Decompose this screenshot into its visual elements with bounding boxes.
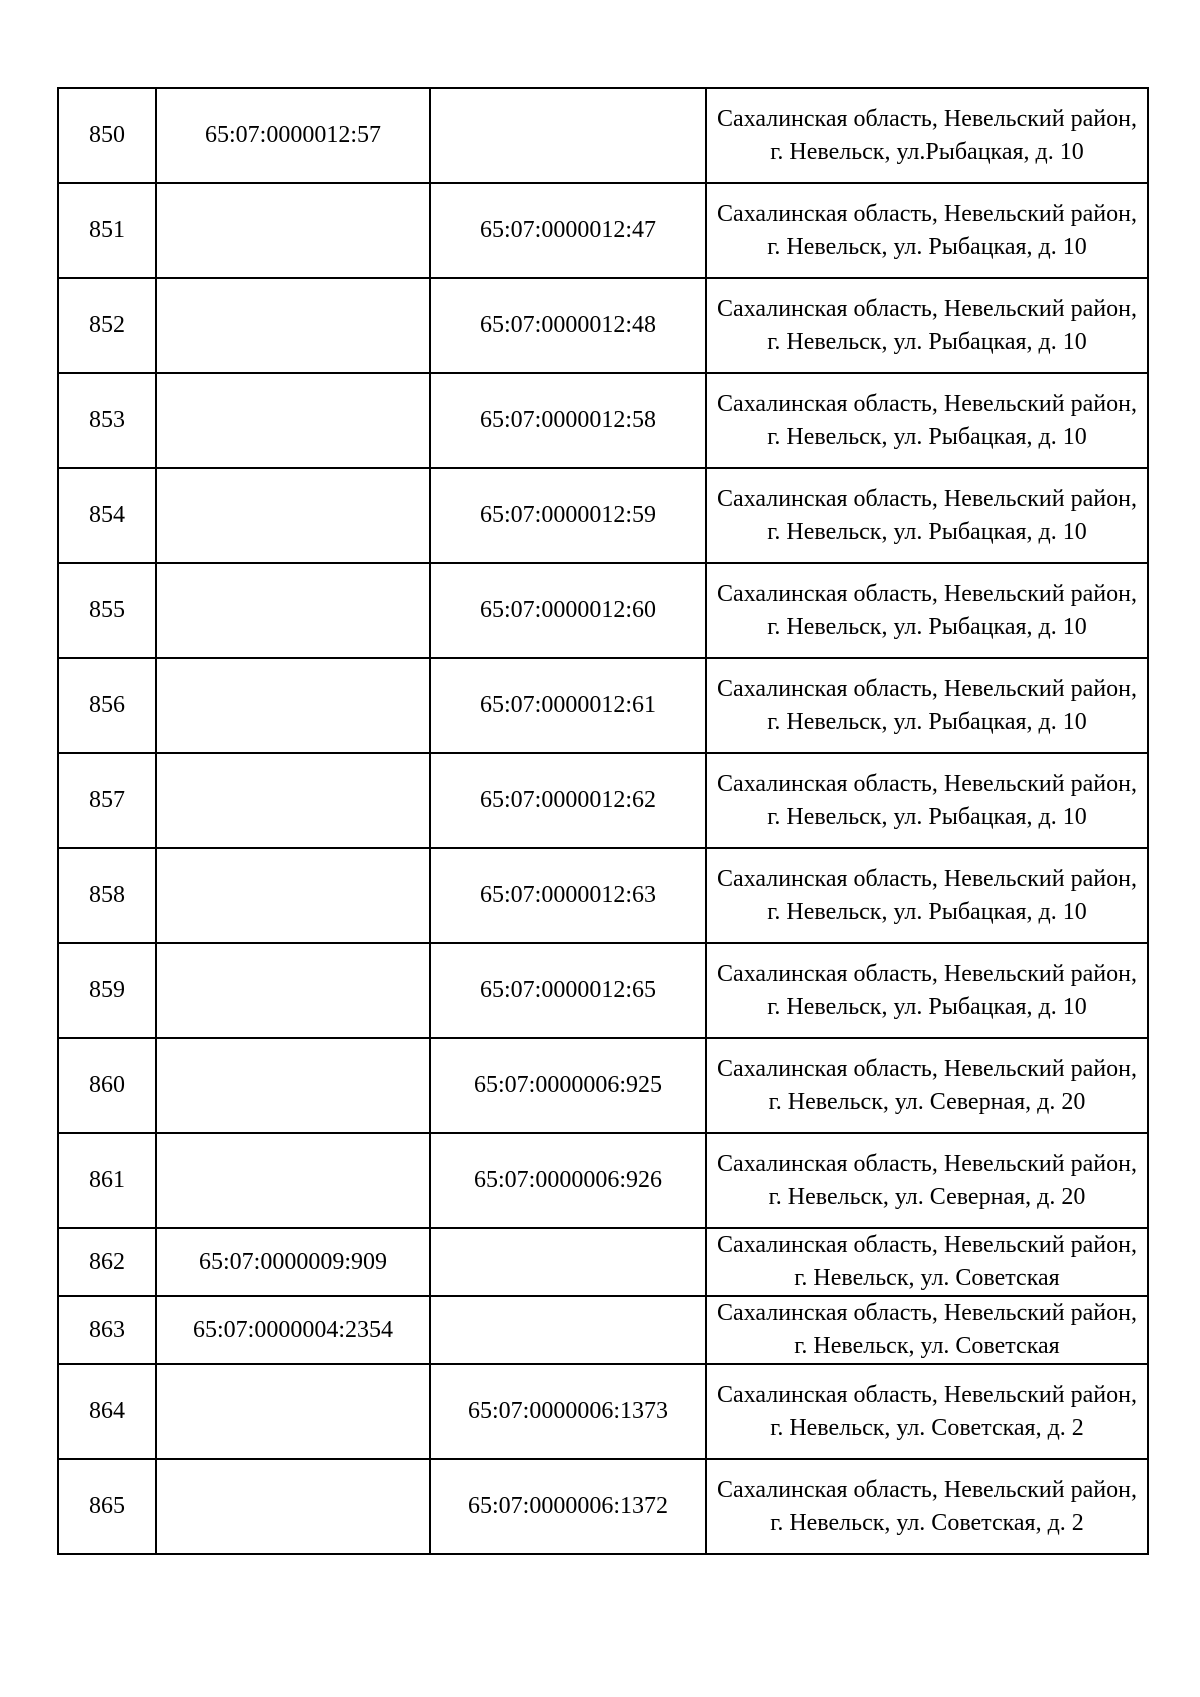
table-row bbox=[58, 278, 1148, 373]
cadastral-number-cell-b: 65:07:0000006:1373 bbox=[430, 1364, 706, 1459]
cadastral-number-cell-a bbox=[156, 943, 430, 1038]
cadastral-number-cell-a: 65:07:0000009:909 bbox=[156, 1228, 430, 1296]
cadastral-number-cell-b bbox=[430, 1296, 706, 1364]
cadastral-number-cell-b: 65:07:0000012:60 bbox=[430, 563, 706, 658]
cadastral-number-cell-b: 65:07:0000012:63 bbox=[430, 848, 706, 943]
cadastral-number-cell-a bbox=[156, 1459, 430, 1554]
cadastral-number-cell-a bbox=[156, 183, 430, 278]
cadastral-number-cell-a bbox=[156, 658, 430, 753]
registry-table bbox=[57, 87, 1149, 1555]
table-row bbox=[58, 848, 1148, 943]
registry-table-body bbox=[58, 88, 1148, 1554]
table-row bbox=[58, 563, 1148, 658]
cadastral-number-cell-b: 65:07:0000006:926 bbox=[430, 1133, 706, 1228]
row-number-cell: 858 bbox=[58, 848, 156, 943]
cadastral-number-cell-a bbox=[156, 1364, 430, 1459]
address-cell: Сахалинская область, Невельский район, г. Невельск, ул.Рыбацкая, д. 10 bbox=[706, 88, 1148, 183]
address-cell: Сахалинская область, Невельский район, г. Невельск, ул. Советская bbox=[706, 1228, 1148, 1296]
row-number-cell: 863 bbox=[58, 1296, 156, 1364]
row-number-cell: 861 bbox=[58, 1133, 156, 1228]
cadastral-number-cell-b: 65:07:0000012:58 bbox=[430, 373, 706, 468]
table-row bbox=[58, 1296, 1148, 1364]
cadastral-number-cell-b: 65:07:0000006:1372 bbox=[430, 1459, 706, 1554]
row-number-cell: 862 bbox=[58, 1228, 156, 1296]
row-number-cell: 850 bbox=[58, 88, 156, 183]
row-number-cell: 860 bbox=[58, 1038, 156, 1133]
row-number-cell: 855 bbox=[58, 563, 156, 658]
cadastral-number-cell-b: 65:07:0000012:61 bbox=[430, 658, 706, 753]
address-cell: Сахалинская область, Невельский район, г. Невельск, ул. Рыбацкая, д. 10 bbox=[706, 468, 1148, 563]
address-cell: Сахалинская область, Невельский район, г. Невельск, ул. Северная, д. 20 bbox=[706, 1133, 1148, 1228]
address-cell: Сахалинская область, Невельский район, г. Невельск, ул. Советская, д. 2 bbox=[706, 1364, 1148, 1459]
address-cell: Сахалинская область, Невельский район, г. Невельск, ул. Рыбацкая, д. 10 bbox=[706, 278, 1148, 373]
address-cell: Сахалинская область, Невельский район, г. Невельск, ул. Рыбацкая, д. 10 bbox=[706, 658, 1148, 753]
cadastral-number-cell-b bbox=[430, 88, 706, 183]
table-row bbox=[58, 1459, 1148, 1554]
row-number-cell: 865 bbox=[58, 1459, 156, 1554]
cadastral-number-cell-a: 65:07:0000004:2354 bbox=[156, 1296, 430, 1364]
cadastral-number-cell-a bbox=[156, 373, 430, 468]
table-row bbox=[58, 468, 1148, 563]
cadastral-number-cell-a bbox=[156, 753, 430, 848]
address-cell: Сахалинская область, Невельский район, г. Невельск, ул. Рыбацкая, д. 10 bbox=[706, 753, 1148, 848]
cadastral-number-cell-b: 65:07:0000006:925 bbox=[430, 1038, 706, 1133]
cadastral-number-cell-b: 65:07:0000012:62 bbox=[430, 753, 706, 848]
row-number-cell: 856 bbox=[58, 658, 156, 753]
address-cell: Сахалинская область, Невельский район, г. Невельск, ул. Советская bbox=[706, 1296, 1148, 1364]
table-row bbox=[58, 1133, 1148, 1228]
row-number-cell: 857 bbox=[58, 753, 156, 848]
row-number-cell: 854 bbox=[58, 468, 156, 563]
address-cell: Сахалинская область, Невельский район, г. Невельск, ул. Советская, д. 2 bbox=[706, 1459, 1148, 1554]
table-row bbox=[58, 1364, 1148, 1459]
row-number-cell: 864 bbox=[58, 1364, 156, 1459]
table-row bbox=[58, 1228, 1148, 1296]
address-cell: Сахалинская область, Невельский район, г. Невельск, ул. Рыбацкая, д. 10 bbox=[706, 563, 1148, 658]
row-number-cell: 853 bbox=[58, 373, 156, 468]
row-number-cell: 859 bbox=[58, 943, 156, 1038]
row-number-cell: 852 bbox=[58, 278, 156, 373]
cadastral-number-cell-a bbox=[156, 1133, 430, 1228]
cadastral-number-cell-b: 65:07:0000012:65 bbox=[430, 943, 706, 1038]
cadastral-number-cell-b: 65:07:0000012:48 bbox=[430, 278, 706, 373]
cadastral-number-cell-a bbox=[156, 1038, 430, 1133]
table-row bbox=[58, 658, 1148, 753]
table-row bbox=[58, 1038, 1148, 1133]
cadastral-number-cell-a: 65:07:0000012:57 bbox=[156, 88, 430, 183]
cadastral-number-cell-a bbox=[156, 278, 430, 373]
cadastral-number-cell-a bbox=[156, 848, 430, 943]
address-cell: Сахалинская область, Невельский район, г. Невельск, ул. Северная, д. 20 bbox=[706, 1038, 1148, 1133]
cadastral-number-cell-b: 65:07:0000012:47 bbox=[430, 183, 706, 278]
cadastral-number-cell-a bbox=[156, 468, 430, 563]
table-row bbox=[58, 943, 1148, 1038]
address-cell: Сахалинская область, Невельский район, г. Невельск, ул. Рыбацкая, д. 10 bbox=[706, 183, 1148, 278]
address-cell: Сахалинская область, Невельский район, г. Невельск, ул. Рыбацкая, д. 10 bbox=[706, 943, 1148, 1038]
address-cell: Сахалинская область, Невельский район, г. Невельск, ул. Рыбацкая, д. 10 bbox=[706, 848, 1148, 943]
row-number-cell: 851 bbox=[58, 183, 156, 278]
table-row bbox=[58, 373, 1148, 468]
cadastral-number-cell-b bbox=[430, 1228, 706, 1296]
address-cell: Сахалинская область, Невельский район, г. Невельск, ул. Рыбацкая, д. 10 bbox=[706, 373, 1148, 468]
table-row bbox=[58, 183, 1148, 278]
cadastral-number-cell-a bbox=[156, 563, 430, 658]
cadastral-number-cell-b: 65:07:0000012:59 bbox=[430, 468, 706, 563]
table-row bbox=[58, 753, 1148, 848]
table-row bbox=[58, 88, 1148, 183]
